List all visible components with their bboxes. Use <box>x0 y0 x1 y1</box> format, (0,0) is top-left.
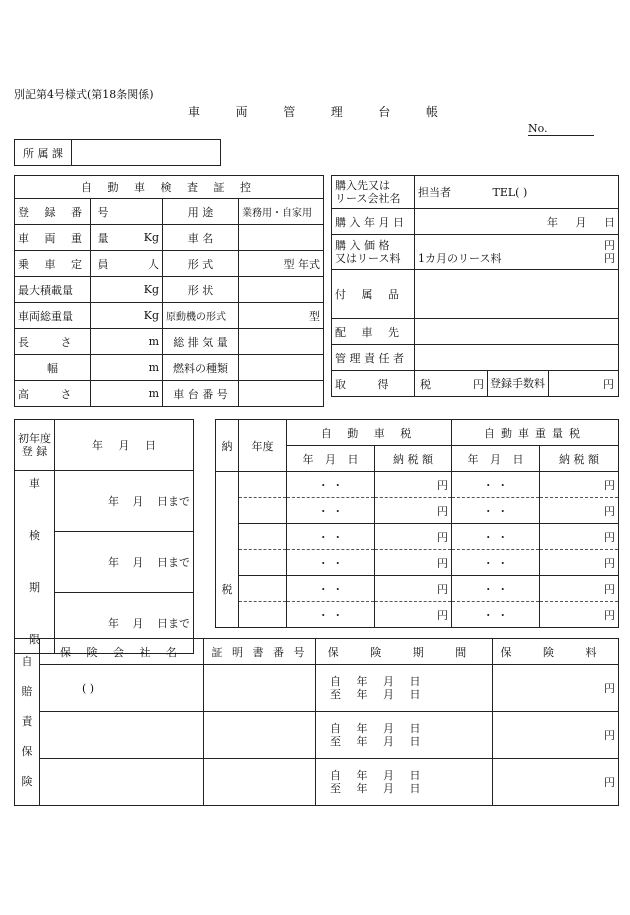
tax-date[interactable]: ・ ・ <box>287 472 375 498</box>
inspection-until[interactable]: 年 月 日まで <box>55 471 194 532</box>
tax-amount[interactable]: 円 <box>375 602 452 628</box>
weight-tax-head: 自動車重量税 <box>452 420 619 446</box>
insurance-char: 保 <box>21 745 33 758</box>
insurance-period[interactable] <box>316 665 493 712</box>
tax-date[interactable]: ・ ・ <box>452 498 540 524</box>
engine-type-value[interactable]: 型 <box>239 303 324 329</box>
title-char: 理 <box>330 105 343 119</box>
period-from: 自 年 月 日 <box>330 675 421 688</box>
title-char: 管 <box>283 105 296 119</box>
tax-amount[interactable]: 円 <box>540 550 619 576</box>
insurance-char: 責 <box>21 715 33 728</box>
tax-year[interactable] <box>239 576 287 602</box>
usage-value[interactable]: 業務用・自家用 <box>239 199 324 225</box>
fuel-value[interactable] <box>239 355 324 381</box>
weight-value[interactable]: Kg <box>91 225 163 251</box>
width-value[interactable]: m <box>91 355 163 381</box>
chassis-label: 車 台 番 号 <box>163 381 239 407</box>
max-load-label: 最大積載量 <box>15 277 91 303</box>
number-field[interactable] <box>528 122 594 136</box>
purchase-date-value[interactable]: 年 月 日 <box>415 209 619 235</box>
title-char: 帳 <box>425 105 438 119</box>
delivery-value[interactable] <box>415 319 619 345</box>
first-reg-label-line2: 登 録 <box>21 445 48 458</box>
insurance-table <box>14 638 619 806</box>
insurance-char: 賠 <box>21 685 33 698</box>
car-name-label: 車 名 <box>163 225 239 251</box>
premium[interactable]: 円 <box>493 712 619 759</box>
first-registration-table <box>14 419 194 654</box>
insurance-company-head: 保 険 会 社 名 <box>40 639 204 665</box>
price-label-line1: 購 入 価 格 <box>335 239 390 252</box>
car-tax-head: 自 動 車 税 <box>287 420 452 446</box>
height-value[interactable]: m <box>91 381 163 407</box>
premium[interactable]: 円 <box>493 759 619 806</box>
title-char: 両 <box>235 105 248 119</box>
tax-amount[interactable]: 円 <box>375 472 452 498</box>
shape-label: 形 状 <box>163 277 239 303</box>
accessories-value[interactable] <box>415 270 619 319</box>
capacity-value[interactable]: 人 <box>91 251 163 277</box>
chassis-value[interactable] <box>239 381 324 407</box>
car-name-value[interactable] <box>239 225 324 251</box>
gross-weight-label: 車両総重量 <box>15 303 91 329</box>
tax-date[interactable]: ・ ・ <box>452 472 540 498</box>
contact-label: 担当者 <box>418 186 451 199</box>
inspection-until[interactable]: 年 月 日まで <box>55 532 194 593</box>
usage-label: 用 途 <box>163 199 239 225</box>
certificate-number[interactable] <box>204 665 316 712</box>
period-to: 至 年 月 日 <box>330 735 421 748</box>
model-label: 形 式 <box>163 251 239 277</box>
price-label <box>332 235 415 270</box>
certificate-number-head: 証 明 書 番 号 <box>204 639 316 665</box>
tax-table <box>215 419 619 628</box>
inspection-until[interactable]: 年 月 日まで <box>55 593 194 654</box>
max-load-value[interactable]: Kg <box>91 277 163 303</box>
tax-date[interactable]: ・ ・ <box>287 576 375 602</box>
registration-fee-yen: 円 <box>603 377 615 391</box>
tax-date[interactable]: ・ ・ <box>452 602 540 628</box>
tax-year[interactable] <box>239 472 287 498</box>
department-value[interactable] <box>72 140 221 166</box>
tax-year[interactable] <box>239 602 287 628</box>
insurance-period[interactable] <box>316 712 493 759</box>
tax-date[interactable]: ・ ・ <box>287 524 375 550</box>
acquisition-tax-label: 取 得 税 <box>332 371 415 397</box>
engine-type-label: 原動機の形式 <box>163 303 239 329</box>
tax-amount[interactable]: 円 <box>375 524 452 550</box>
delivery-label: 配 車 先 <box>332 319 415 345</box>
certificate-number[interactable] <box>204 759 316 806</box>
weight-tax-date-head: 年 月 日 <box>452 446 540 472</box>
registration-fee-cell[interactable] <box>488 371 619 397</box>
title-char: 車 <box>188 105 201 119</box>
source-label <box>332 176 415 209</box>
insurance-char: 自 <box>21 655 33 668</box>
first-reg-date[interactable]: 年 月 日 <box>55 420 194 471</box>
department-table <box>14 139 221 166</box>
tax-amount[interactable]: 円 <box>540 472 619 498</box>
tax-side-bottom: 税 <box>221 583 233 596</box>
tax-amount[interactable]: 円 <box>540 524 619 550</box>
insurance-period[interactable] <box>316 759 493 806</box>
insurance-period-head: 保 険 期 間 <box>316 639 493 665</box>
width-label: 幅 <box>15 355 91 381</box>
premium[interactable]: 円 <box>493 665 619 712</box>
period-char: 期 <box>29 581 40 594</box>
source-label-line1: 購入先又は <box>335 179 390 192</box>
lease-label: 1カ月のリース料 <box>418 252 502 265</box>
title-char: 台 <box>378 105 391 119</box>
number-label: No. <box>528 122 548 135</box>
period-char: 車 <box>29 477 40 490</box>
insurance-company[interactable] <box>40 712 204 759</box>
tax-amount[interactable]: 円 <box>375 550 452 576</box>
department-label: 所 属 課 <box>15 140 72 166</box>
lease-yen: 円 <box>604 252 616 265</box>
first-reg-label <box>15 420 55 471</box>
period-from: 自 年 月 日 <box>330 722 421 735</box>
period-to: 至 年 月 日 <box>330 782 421 795</box>
period-to: 至 年 月 日 <box>330 688 421 701</box>
period-from: 自 年 月 日 <box>330 769 421 782</box>
purchase-table <box>331 175 619 397</box>
weight-tax-amount-head: 納 税 額 <box>540 446 619 472</box>
premium-head: 保 険 料 <box>493 639 619 665</box>
tax-amount[interactable]: 円 <box>375 576 452 602</box>
acquisition-tax-value[interactable]: 円 <box>415 371 488 397</box>
manager-value[interactable] <box>415 345 619 371</box>
period-char: 限 <box>29 633 40 646</box>
car-tax-date-head: 年 月 日 <box>287 446 375 472</box>
tel-label: TEL( ) <box>492 186 528 199</box>
insurance-company[interactable]: ( ) <box>40 665 204 712</box>
tax-date[interactable]: ・ ・ <box>287 498 375 524</box>
tax-date[interactable]: ・ ・ <box>452 550 540 576</box>
period-char: 検 <box>29 529 40 542</box>
tax-date[interactable]: ・ ・ <box>287 602 375 628</box>
length-label: 長 さ <box>15 329 91 355</box>
weight-label: 車 両 重 量 <box>15 225 91 251</box>
first-reg-label-line1: 初年度 <box>18 432 51 445</box>
gross-weight-value[interactable]: Kg <box>91 303 163 329</box>
tax-amount[interactable]: 円 <box>540 576 619 602</box>
price-label-line2: 又はリース料 <box>335 252 401 265</box>
certificate-number[interactable] <box>204 712 316 759</box>
insurance-side-label <box>15 639 40 806</box>
displacement-value[interactable] <box>239 329 324 355</box>
reg-number-label: 登 録 番 号 <box>15 199 91 225</box>
tax-date[interactable]: ・ ・ <box>452 576 540 602</box>
car-tax-amount-head: 納 税 額 <box>375 446 452 472</box>
tax-date[interactable]: ・ ・ <box>452 524 540 550</box>
registration-fee-label: 登録手数料 <box>488 371 549 396</box>
tax-side-top: 納 <box>216 420 239 472</box>
page-title <box>188 103 438 120</box>
tax-amount[interactable]: 円 <box>540 602 619 628</box>
insurance-company[interactable] <box>40 759 204 806</box>
tax-amount[interactable]: 円 <box>540 498 619 524</box>
displacement-label: 総 排 気 量 <box>163 329 239 355</box>
fuel-label: 燃料の種類 <box>163 355 239 381</box>
tax-date[interactable]: ・ ・ <box>287 550 375 576</box>
tax-year-head: 年度 <box>239 420 287 472</box>
height-label: 高 さ <box>15 381 91 407</box>
purchase-date-label: 購 入 年 月 日 <box>332 209 415 235</box>
capacity-label: 乗 車 定 員 <box>15 251 91 277</box>
tax-year[interactable] <box>239 498 287 524</box>
form-reference: 別記第4号様式(第18条関係) <box>14 88 154 101</box>
accessories-label: 付 属 品 <box>332 270 415 319</box>
tax-amount[interactable]: 円 <box>375 498 452 524</box>
source-value[interactable] <box>415 176 619 209</box>
model-value[interactable]: 型 年式 <box>239 251 324 277</box>
shape-value[interactable] <box>239 277 324 303</box>
price-value[interactable] <box>415 235 619 270</box>
price-yen: 円 <box>604 239 616 252</box>
inspection-title: 自 動 車 検 査 証 控 <box>15 176 324 199</box>
tax-year[interactable] <box>239 550 287 576</box>
length-value[interactable]: m <box>91 329 163 355</box>
source-label-line2: リース会社名 <box>335 192 401 205</box>
tax-side <box>216 472 239 628</box>
insurance-char: 険 <box>21 775 33 788</box>
inspection-period-label <box>15 471 55 654</box>
tax-year[interactable] <box>239 524 287 550</box>
manager-label: 管 理 責 任 者 <box>332 345 415 371</box>
inspection-table <box>14 175 324 407</box>
